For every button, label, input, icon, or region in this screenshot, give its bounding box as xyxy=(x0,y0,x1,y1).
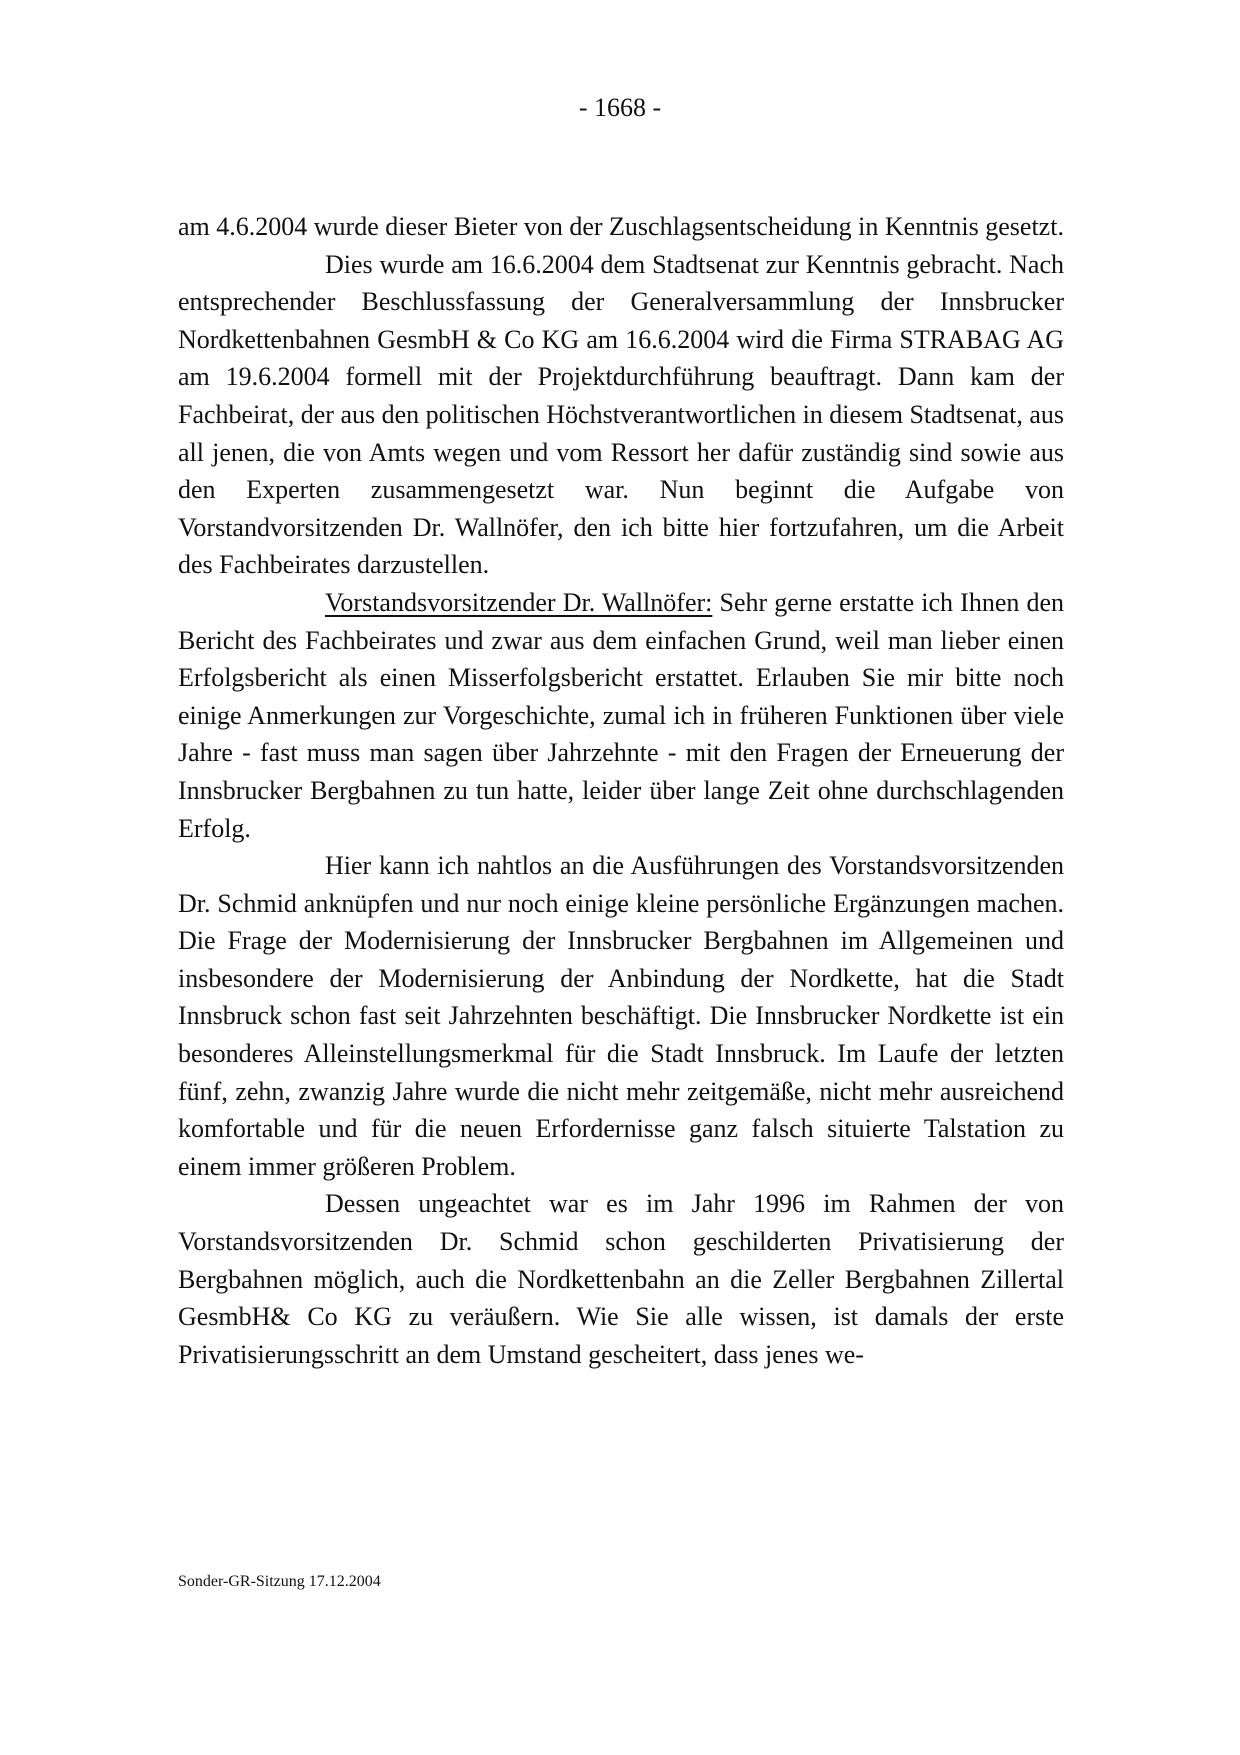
paragraph-1: am 4.6.2004 wurde dieser Bieter von der Zuschlagsentscheidung in Kenntnis gesetzt. xyxy=(178,212,1064,241)
paragraph-2: Dies wurde am 16.6.2004 dem Stadtsenat zur Kenntnis gebracht. Nach entsprechender Beschlussfassung der Generalversammlung der Innsbrucker Nordkettenbahnen GesmbH & Co KG am 16.6.2004 wird die Firma STRABAG AG am 19.6.2004 formell mit der Projektdurchführung beauftragt. Dann kam der Fachbeirat, der aus den politischen Höchstverantwortlichen in diesem Stadtsenat, aus all jenen, die von Amts wegen und vom Ressort her dafür zuständig sind sowie aus den Experten zusammengesetzt war. Nun beginnt die Aufgabe von Vorstandvorsitzenden Dr. Wallnöfer, den ich bitte hier fortzufahren, um die Arbeit des Fachbeirates darzustellen. xyxy=(178,249,1064,580)
speaker-name: Vorstandsvorsitzender Dr. Wallnöfer: xyxy=(325,587,713,617)
paragraph-4: Hier kann ich nahtlos an die Ausführungen des Vorstandsvorsitzenden Dr. Schmid anknüpfen und nur noch einige kleine persönliche Ergänzungen machen. Die Frage der Modernisierung der Innsbrucker Bergbahnen im Allgemeinen und insbesondere der Modernisierung der Anbindung der Nordkette, hat die Stadt Innsbruck schon fast seit Jahrzehnten beschäftigt. Die Innsbrucker Nordkette ist ein besonderes Alleinstellungsmerkmal für die Stadt Innsbruck. Im Laufe der letzten fünf, zehn, zwanzig Jahre wurde die nicht mehr zeitgemäße, nicht mehr ausreichend komfortable und für die neuen Erfordernisse ganz falsch situierte Talstation zu einem immer größeren Problem. xyxy=(178,851,1064,1181)
page-number: - 1668 - xyxy=(578,93,662,122)
paragraph-5: Dessen ungeachtet war es im Jahr 1996 im Rahmen der von Vorstandsvorsitzenden Dr. Schmid schon geschilderten Privatisierung der Bergbahnen möglich, auch die Nordkettenbahn an die Zeller Bergbahnen Zillertal GesmbH& Co KG zu veräußern. Wie Sie alle wissen, ist damals der erste Privatisierungsschritt an dem Umstand gescheitert, dass jenes we- xyxy=(178,1189,1064,1369)
footer-session-info: Sonder-GR-Sitzung 17.12.2004 xyxy=(178,1573,381,1590)
paragraph-3-text: Sehr gerne erstatte ich Ihnen den Bericht des Fachbeirates und zwar aus dem einfachen Grund, weil man lieber einen Erfolgsbericht als einen Misserfolgsbericht erstattet. Erlauben Sie mir bitte noch einige Anmerkungen zur Vorgeschichte, zumal ich in früheren Funktionen über viele Jahre - fast muss man sagen über Jahrzehnte - mit den Fragen der Erneuerung der Innsbrucker Bergbahnen zu tun hatte, leider über lange Zeit ohne durchschlagenden Erfolg. xyxy=(178,587,1065,843)
paragraph-3 xyxy=(178,584,1064,847)
document-body xyxy=(178,208,1064,1373)
